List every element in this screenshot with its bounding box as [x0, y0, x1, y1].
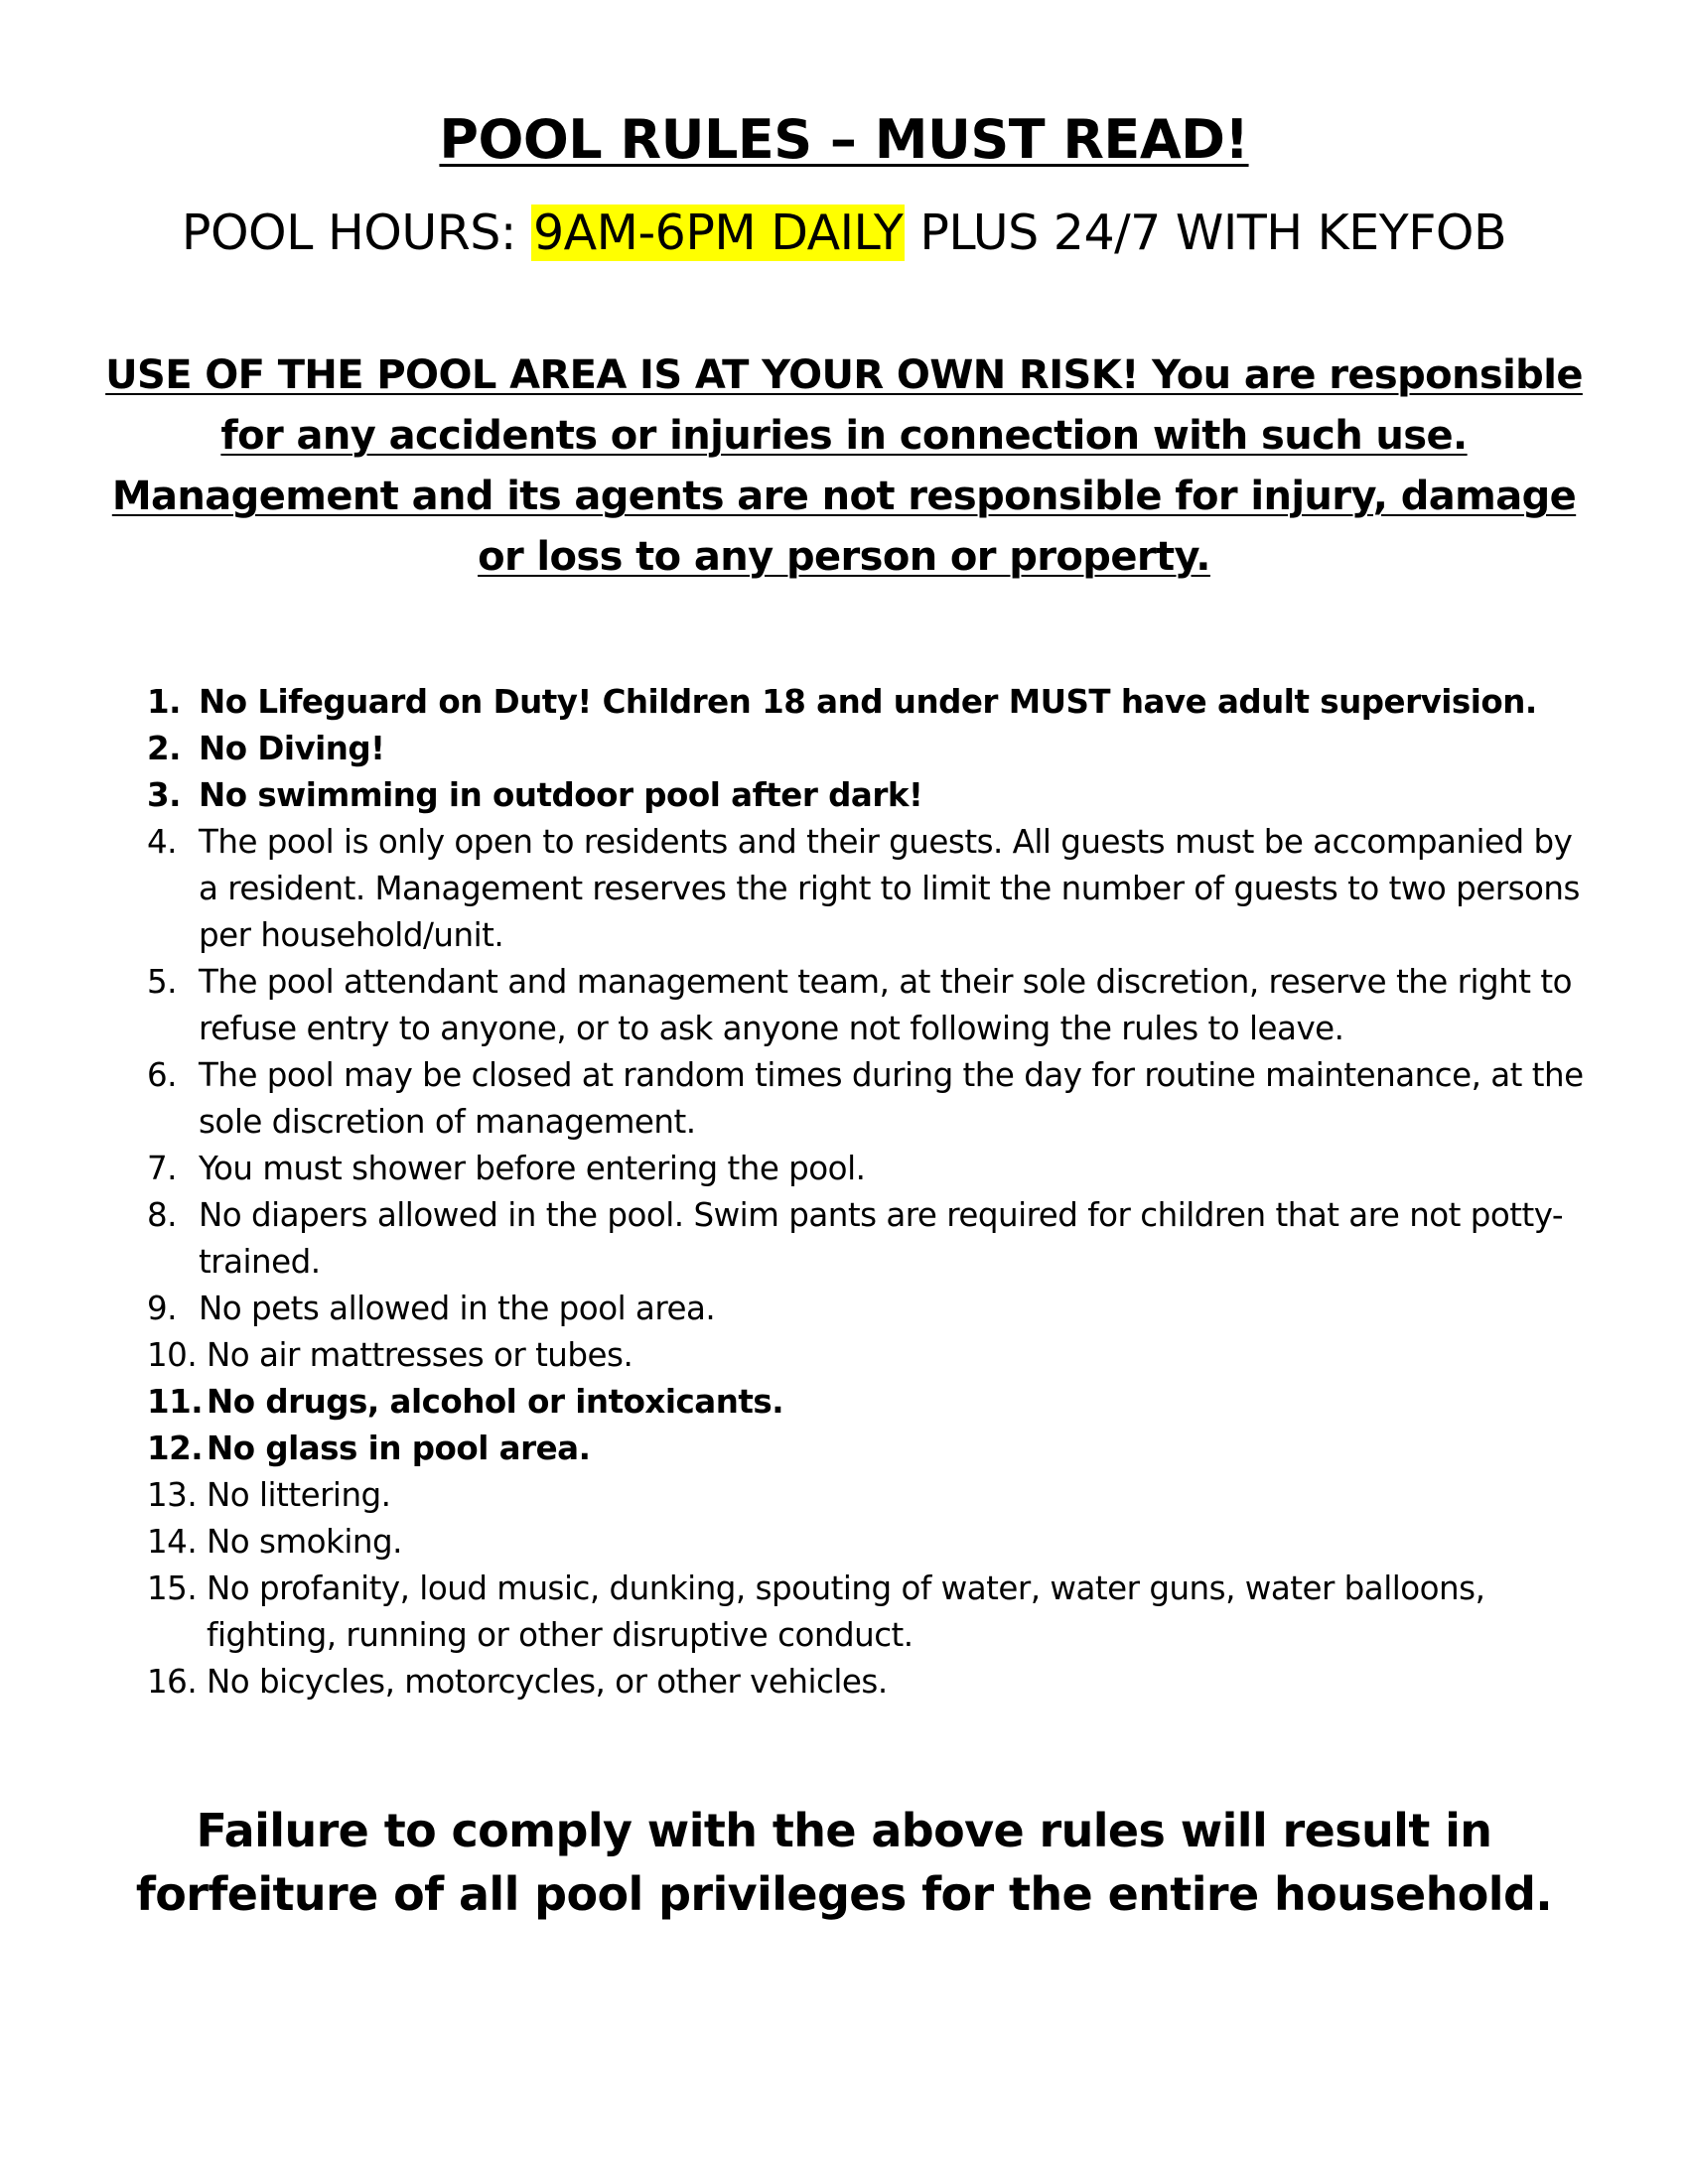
rule-text: No pets allowed in the pool area. [199, 1290, 716, 1327]
rule-number: 3. [147, 776, 181, 814]
rule-item [147, 819, 1597, 959]
rule-number: 16. [147, 1663, 198, 1701]
rule-number: 2. [147, 730, 181, 767]
pool-hours-highlight: 9AM-6PM DAILY [532, 205, 904, 261]
rule-item [147, 1052, 1597, 1146]
rule-item [147, 1332, 1597, 1379]
rule-text: No Lifeguard on Duty! Children 18 and under MUST have adult supervision. [199, 683, 1537, 721]
page-title: POOL RULES – MUST READ! [439, 108, 1249, 171]
rule-text: The pool is only open to residents and their guests. All guests must be accompanied by a resident. Management reserves the right to limit the number of guests to two persons per household/unit. [199, 823, 1580, 954]
rule-item [147, 1472, 1597, 1519]
rule-item [147, 1379, 1597, 1426]
rule-number: 14. [147, 1523, 198, 1561]
rule-item [147, 1192, 1597, 1286]
rule-item [147, 959, 1597, 1052]
rule-text: The pool attendant and management team, at their sole discretion, reserve the right to refuse entry to anyone, or to ask anyone not following the rules to leave. [199, 963, 1572, 1047]
rule-text: No bicycles, motorcycles, or other vehicles. [207, 1663, 888, 1701]
rule-text: No smoking. [207, 1523, 402, 1561]
rule-item [147, 1286, 1597, 1332]
rule-number: 5. [147, 963, 178, 1001]
rule-item [147, 1659, 1597, 1706]
rule-number: 9. [147, 1290, 178, 1327]
rule-number: 7. [147, 1150, 178, 1187]
rule-text: No profanity, loud music, dunking, spouting of water, water guns, water balloons, fighting, running or other disruptive conduct. [207, 1570, 1485, 1654]
rule-text: No swimming in outdoor pool after dark! [199, 776, 923, 814]
rule-number: 8. [147, 1196, 178, 1234]
rule-number: 13. [147, 1476, 198, 1514]
pool-hours-suffix: PLUS 24/7 WITH KEYFOB [905, 205, 1507, 261]
rule-item [147, 772, 1597, 819]
rule-item [147, 679, 1597, 726]
risk-disclaimer: USE OF THE POOL AREA IS AT YOUR OWN RISK! You are responsible for any accidents or injuries in connection with such use. Management and its agents are not responsible for injury, damage or loss to any person or property. [105, 352, 1583, 580]
pool-hours-prefix: POOL HOURS: [181, 205, 531, 261]
rule-number: 10. [147, 1336, 198, 1374]
failure-notice: Failure to comply with the above rules will result in forfeiture of all pool privileges for the entire household. [135, 1804, 1553, 1921]
rule-item [147, 1426, 1597, 1472]
rule-number: 4. [147, 823, 178, 861]
rule-text: The pool may be closed at random times during the day for routine maintenance, at the sole discretion of management. [199, 1056, 1584, 1141]
rule-text: No drugs, alcohol or intoxicants. [207, 1383, 784, 1421]
rule-text: No glass in pool area. [207, 1430, 591, 1467]
rule-item [147, 1146, 1597, 1192]
pool-hours-line [0, 199, 1688, 268]
rule-number: 6. [147, 1056, 178, 1094]
rule-text: No diapers allowed in the pool. Swim pants are required for children that are not potty-trained. [199, 1196, 1564, 1281]
rule-text: No air mattresses or tubes. [207, 1336, 633, 1374]
rule-number: 11. [147, 1383, 204, 1421]
rule-text: No littering. [207, 1476, 391, 1514]
rule-number: 15. [147, 1570, 198, 1607]
rule-item [147, 1519, 1597, 1566]
rule-item [147, 1566, 1597, 1659]
rule-text: You must shower before entering the pool. [199, 1150, 866, 1187]
rule-number: 1. [147, 683, 181, 721]
rule-item [147, 726, 1597, 772]
rules-list [147, 679, 1597, 1706]
rule-number: 12. [147, 1430, 204, 1467]
rule-text: No Diving! [199, 730, 385, 767]
